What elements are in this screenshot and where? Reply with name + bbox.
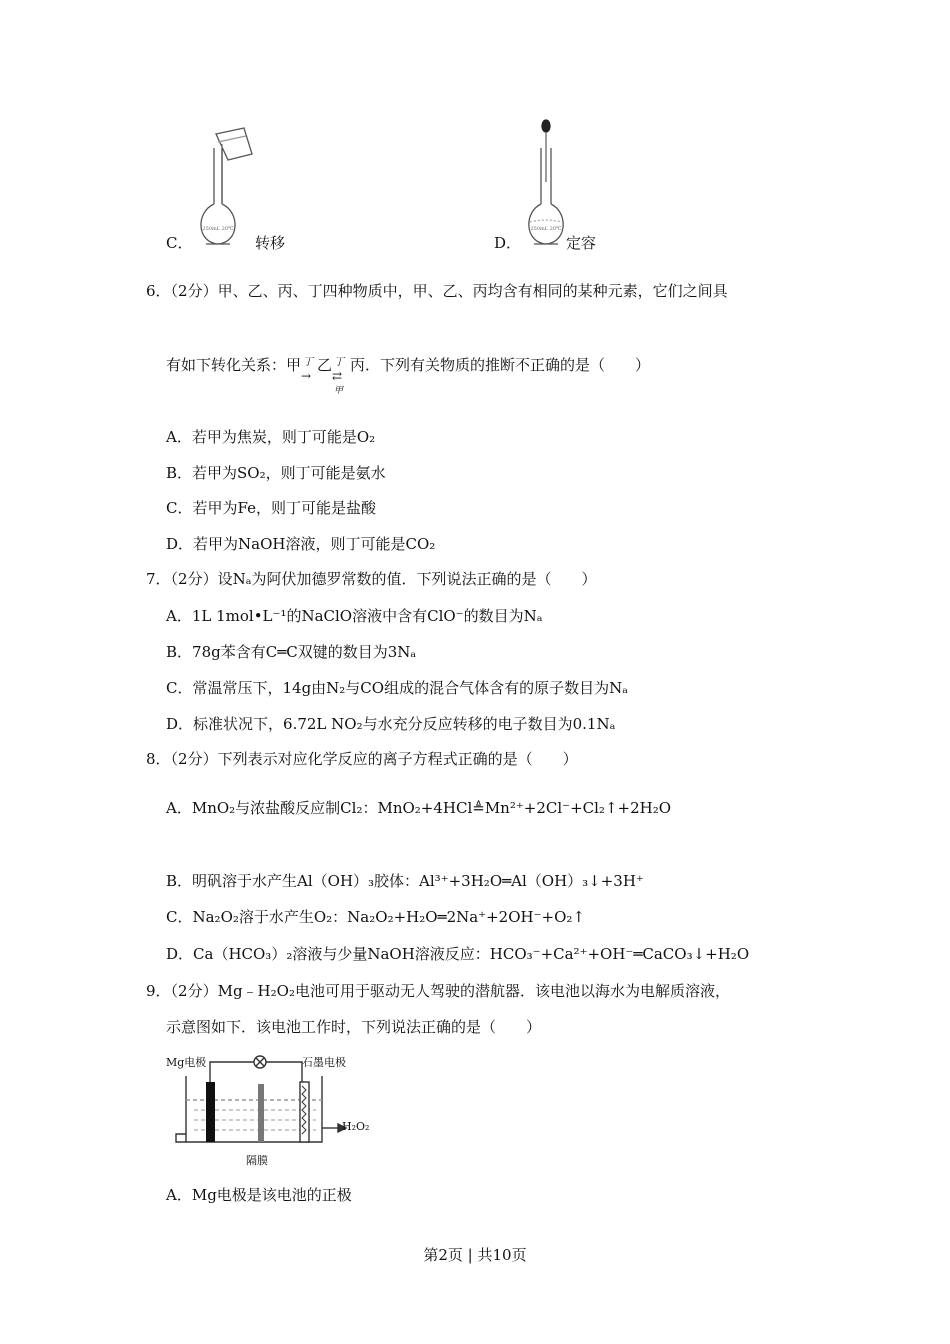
q8-option-c[interactable] (166, 906, 585, 927)
question-9-stem-line2: 示意图如下．该电池工作时，下列说法正确的是（ ） (166, 1018, 542, 1036)
right-arrow-icon: → (301, 369, 312, 383)
question-8-stem: 8．（2分）下列表示对应化学反应的离子方程式正确的是（ ） (146, 750, 578, 768)
q9-option-a[interactable] (166, 1184, 352, 1205)
option-text: Na₂O₂溶于水产生O₂：Na₂O₂+H₂O═2Na⁺+2OH⁻+O₂↑ (192, 908, 585, 926)
q6-option-a[interactable] (166, 426, 375, 447)
option-text: Ca（HCO₃）₂溶液与少量NaOH溶液反应：HCO₃⁻+Ca²⁺+OH⁻═CaCO₃↓+H₂O (193, 945, 750, 963)
option-label: A． (166, 607, 192, 625)
option-text: 标准状况下，6.72L NO₂与水充分反应转移的电子数目为0.1Nₐ (193, 715, 616, 733)
svg-text:250mL 20℃: 250mL 20℃ (202, 226, 234, 232)
q6-option-b[interactable] (166, 462, 386, 483)
h2o2-inlet-label: H₂O₂ (342, 1120, 370, 1133)
option-text: 若甲为NaOH溶液，则丁可能是CO₂ (193, 535, 436, 553)
option-text: 若甲为焦炭，则丁可能是O₂ (191, 428, 376, 446)
option-label: D． (166, 715, 194, 733)
option-text: 1L 1mol•L⁻¹的NaClO溶液中含有ClO⁻的数目为Nₐ (191, 607, 543, 625)
question-9-stem-line1: 9．（2分）Mg﹣H₂O₂电池可用于驱动无人驾驶的潜航器．该电池以海水为电解质溶液， (146, 982, 730, 1000)
volumetric-flask-dropper-icon (516, 118, 576, 250)
figure-d-fixed-volume (516, 118, 576, 250)
option-label: C． (166, 499, 193, 517)
q8-option-a[interactable] (166, 797, 671, 818)
option-label: B． (166, 643, 193, 661)
battery-diagram (166, 1052, 376, 1170)
q8-option-b[interactable] (166, 870, 644, 891)
figure-c-transfer (188, 120, 268, 250)
membrane (258, 1084, 264, 1142)
arrow-1-top-label: 丁 (303, 357, 314, 368)
question-6-stem-line2 (166, 354, 651, 396)
mg-electrode (206, 1082, 215, 1142)
option-label: D． (166, 535, 194, 553)
conversion-arrow-1 (301, 357, 317, 383)
q7-option-c[interactable] (166, 677, 628, 698)
option-label: B． (166, 464, 193, 482)
q7-option-a[interactable] (166, 605, 543, 626)
arrow-2-top-label: 丁 (334, 357, 345, 368)
question-6-stem-suffix: 丙．下列有关物质的推断不正确的是（ ） (350, 356, 651, 374)
option-label: A． (166, 799, 192, 817)
equilibrium-arrow-icon: ⇄ (332, 369, 343, 383)
graphite-electrode-label: 石墨电极 (302, 1056, 346, 1069)
question-7-stem: 7．（2分）设Nₐ为阿伏加德罗常数的值．下列说法正确的是（ ） (146, 570, 597, 588)
q6-option-d[interactable] (166, 533, 435, 554)
arrow-2-bottom-label: 甲 (334, 386, 344, 396)
q6-option-c[interactable] (166, 497, 376, 518)
q8-option-d[interactable] (166, 943, 749, 964)
page-footer: 第2页 | 共10页 (423, 1246, 527, 1264)
option-text: MnO₂与浓盐酸反应制Cl₂：MnO₂+4HCl≜Mn²⁺+2Cl⁻+Cl₂↑+2H₂O (191, 799, 672, 817)
figure-d-label: D． (494, 234, 522, 252)
option-label: D． (166, 945, 194, 963)
mg-electrode-label: Mg电极 (166, 1056, 207, 1069)
membrane-label: 隔膜 (246, 1154, 268, 1167)
option-label: B． (166, 872, 193, 890)
option-label: A． (166, 428, 192, 446)
option-text: 常温常压下，14g由N₂与CO组成的混合气体含有的原子数目为Nₐ (192, 679, 628, 697)
option-text: 若甲为Fe，则丁可能是盐酸 (192, 499, 376, 517)
q7-option-d[interactable] (166, 713, 615, 734)
figure-c-caption: 转移 (255, 234, 286, 252)
option-label: A． (166, 1186, 192, 1204)
svg-text:250mL 20℃: 250mL 20℃ (530, 226, 562, 232)
option-text: 明矾溶于水产生Al（OH）₃胶体：Al³⁺+3H₂O═Al（OH）₃↓+3H⁺ (192, 872, 644, 890)
figure-d-caption: 定容 (566, 234, 597, 252)
option-label: C． (166, 679, 193, 697)
figure-c-label: C． (166, 234, 193, 252)
q7-option-b[interactable] (166, 641, 416, 662)
volumetric-flask-pour-icon (188, 120, 268, 250)
question-6-stem-line1: 6．（2分）甲、乙、丙、丁四种物质中，甲、乙、丙均含有相同的某种元素，它们之间具 (146, 282, 728, 300)
option-label: C． (166, 908, 193, 926)
conversion-arrow-2 (332, 357, 350, 396)
option-text: Mg电极是该电池的正极 (191, 1186, 352, 1204)
option-text: 若甲为SO₂，则丁可能是氨水 (192, 464, 386, 482)
question-6-mid: 乙 (317, 356, 333, 374)
option-text: 78g苯含有C═C双键的数目为3Nₐ (192, 643, 417, 661)
question-6-stem-prefix: 有如下转化关系：甲 (166, 356, 302, 374)
